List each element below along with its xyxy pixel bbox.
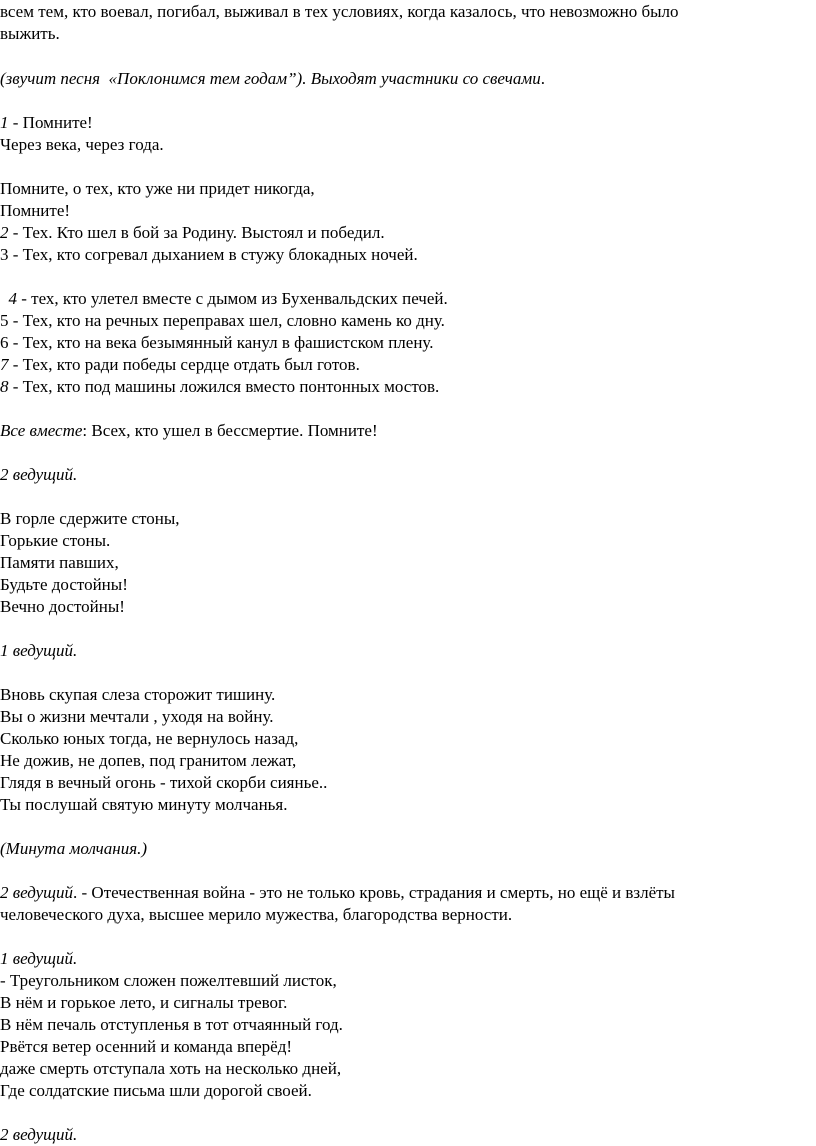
text-line (0, 222, 385, 244)
italic-text: 1 ведущий. (0, 641, 78, 660)
italic-text: 8 (0, 377, 9, 396)
text-span: Сколько юных тогда, не вернулось назад, (0, 729, 299, 748)
text-span: Вечно достойны! (0, 597, 125, 616)
text-span: Глядя в вечный огонь - тихой скорби сиянье.. (0, 773, 328, 792)
text-span: Рвётся ветер осенний и команда вперёд! (0, 1037, 293, 1056)
text-line (0, 332, 433, 354)
text-line (0, 464, 77, 486)
text-span: : Всех, кто ушел в бессмертие. Помните! (82, 421, 378, 440)
text-line (0, 178, 315, 200)
text-span: человеческого духа, высшее мерило мужества, благородства верности. (0, 905, 513, 924)
text-span: В нём и горькое лето, и сигналы тревог. (0, 993, 288, 1012)
italic-text: 1 ведущий. (0, 949, 78, 968)
text-span: 5 - Тех, кто на речных переправах шел, словно камень ко дну. (0, 311, 445, 330)
text-span: . (540, 69, 545, 88)
text-span: Помните! (0, 201, 71, 220)
text-line (0, 772, 327, 794)
text-line (0, 552, 119, 574)
text-span: - тех, кто улетел вместе с дымом из Бухенвальдских печей. (17, 289, 448, 308)
text-line (0, 970, 337, 992)
text-span: В нём печаль отступленья в тот отчаянный год. (0, 1015, 343, 1034)
text-span: - Тех, кто под машины ложился вместо понтонных мостов. (8, 377, 440, 396)
text-line (0, 794, 288, 816)
text-span: 3 - Тех, кто согревал дыханием в стужу блокадных ночей. (0, 245, 418, 264)
text-line (0, 1124, 77, 1146)
italic-text: (звучит песня «Поклонимся тем годам”). Выходят участники со свечами (0, 69, 541, 88)
text-span: Где солдатские письма шли дорогой своей. (0, 1081, 312, 1100)
text-line (0, 530, 110, 552)
text-span: Помните, о тех, кто уже ни придет никогда, (0, 179, 315, 198)
text-line (0, 992, 287, 1014)
text-span: - Помните! (8, 113, 93, 132)
text-line (0, 420, 378, 442)
text-line (0, 23, 60, 45)
text-line (0, 200, 70, 222)
text-line (0, 1036, 292, 1058)
text-line (0, 882, 675, 904)
text-line (0, 904, 512, 926)
text-line (0, 948, 77, 970)
text-span: Вновь скупая слеза сторожит тишину. (0, 685, 276, 704)
italic-text: (Минута молчания.) (0, 839, 148, 858)
italic-text: 2 ведущий (0, 883, 74, 902)
text-line (0, 244, 418, 266)
italic-text: 2 ведущий. (0, 1125, 78, 1144)
text-span: Вы о жизни мечтали , уходя на войну. (0, 707, 274, 726)
text-line (0, 574, 128, 596)
text-line (0, 1058, 341, 1080)
text-span: выжить. (0, 24, 60, 43)
text-line (0, 112, 93, 134)
text-line (0, 68, 545, 90)
text-line (0, 1080, 312, 1102)
text-span: - Тех. Кто шел в бой за Родину. Выстоял и победил. (8, 223, 385, 242)
text-line (0, 640, 77, 662)
text-line (0, 134, 164, 156)
text-line (0, 354, 360, 376)
text-line (0, 684, 275, 706)
text-span: Ты послушай святую минуту молчанья. (0, 795, 288, 814)
text-line (0, 310, 445, 332)
italic-text: 7 (0, 355, 9, 374)
text-line (0, 728, 298, 750)
text-line (0, 1014, 343, 1036)
text-span: - Тех, кто ради победы сердце отдать был готов. (8, 355, 360, 374)
text-span: 6 - Тех, кто на века безымянный канул в фашистском плену. (0, 333, 434, 352)
italic-text: 1 (0, 113, 9, 132)
text-span: всем тем, кто воевал, погибал, выживал в тех условиях, когда казалось, что невозможно было (0, 2, 679, 21)
text-span: Памяти павших, (0, 553, 119, 572)
italic-text: Все вместе (0, 421, 83, 440)
text-line (0, 750, 296, 772)
italic-text: 2 ведущий. (0, 465, 78, 484)
text-span: Будьте достойны! (0, 575, 128, 594)
text-span: Горькие стоны. (0, 531, 111, 550)
italic-text: 4 (0, 289, 17, 308)
text-line (0, 508, 180, 530)
text-line (0, 706, 274, 728)
text-line (0, 596, 125, 618)
text-span: В горле сдержите стоны, (0, 509, 180, 528)
text-line (0, 376, 439, 398)
text-line (0, 838, 147, 860)
text-span: - Треугольником сложен пожелтевший листок, (0, 971, 337, 990)
italic-text: 2 (0, 223, 9, 242)
text-span: Не дожив, не допев, под гранитом лежат, (0, 751, 297, 770)
text-span: даже смерть отступала хоть на несколько дней, (0, 1059, 342, 1078)
text-span: . - Отечественная война - это не только кровь, страдания и смерть, но ещё и взлёты (73, 883, 675, 902)
text-span: Через века, через года. (0, 135, 164, 154)
text-line (0, 288, 448, 310)
text-line (0, 1, 679, 23)
